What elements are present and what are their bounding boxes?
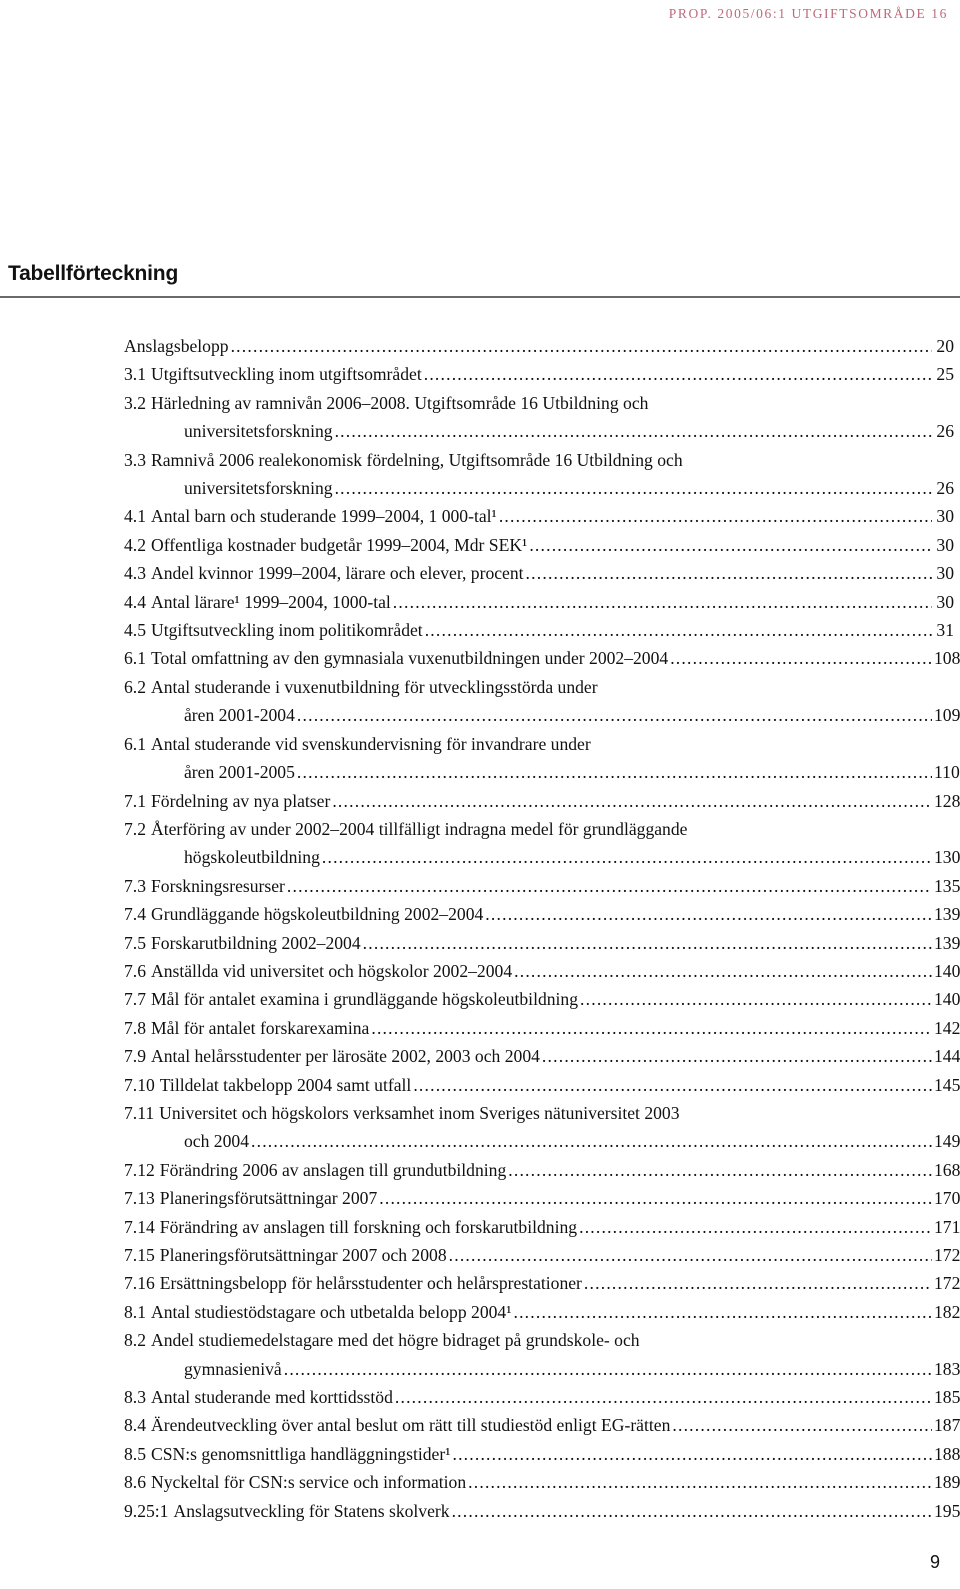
dot-leader — [670, 644, 932, 672]
toc-entry-title: och 2004 — [184, 1131, 249, 1152]
toc-entry-title: Ramnivå 2006 realekonomisk fördelning, Utgiftsområde 16 Utbildning och — [151, 449, 683, 470]
toc-entry-page: 108 — [934, 648, 960, 669]
toc-entry[interactable] — [124, 644, 960, 672]
dot-leader — [363, 929, 932, 957]
toc-entry-title: Ersättningsbelopp för helårsstudenter och helårsprestationer — [159, 1273, 582, 1294]
toc-entry-title: Forskarutbildning 2002–2004 — [151, 932, 361, 953]
toc-entry-line — [124, 1184, 960, 1212]
toc-entry[interactable] — [124, 446, 954, 503]
toc-entry-number: 8.2 — [124, 1330, 146, 1351]
toc-entry[interactable] — [124, 730, 960, 787]
toc-entry-page: 187 — [934, 1415, 960, 1436]
toc-entry-title: Anställda vid universitet och högskolor 2002–2004 — [151, 960, 513, 981]
toc-entry-line — [124, 985, 960, 1013]
toc-entry-title: Grundläggande högskoleutbildning 2002–2004 — [151, 904, 484, 925]
toc-entry-line — [124, 730, 954, 758]
toc-entry-line — [124, 1497, 960, 1525]
toc-entry-number: 4.2 — [124, 534, 146, 555]
toc-entry-page: 183 — [934, 1358, 960, 1379]
dot-leader — [529, 531, 932, 559]
toc-entry-page: 182 — [934, 1301, 960, 1322]
toc-entry-page: 30 — [936, 563, 954, 584]
toc-entry-title: Anslagsutveckling för Statens skolverk — [173, 1500, 450, 1521]
toc-entry[interactable] — [124, 673, 960, 730]
dot-leader — [393, 588, 932, 616]
toc-entry-number: 4.3 — [124, 563, 146, 584]
dot-leader — [287, 872, 932, 900]
toc-entry-line — [124, 588, 954, 616]
dot-leader — [499, 502, 932, 530]
toc-entry-number: 4.1 — [124, 506, 146, 527]
toc-entry-title: Andel studiemedelstagare med det högre bidraget på grundskole- och — [151, 1330, 640, 1351]
dot-leader — [452, 1440, 932, 1468]
toc-entry-title: Anslagsbelopp — [124, 336, 229, 356]
toc-entry-title: Offentliga kostnader budgetår 1999–2004, Mdr SEK¹ — [151, 534, 528, 555]
title-divider — [0, 296, 960, 298]
toc-entry-title: Utgiftsutveckling inom politikområdet — [151, 620, 423, 641]
toc-entry-title: Antal barn och studerande 1999–2004, 1 000-tal¹ — [151, 506, 497, 527]
dot-leader — [424, 360, 932, 388]
toc-entry-line — [124, 843, 960, 871]
toc-entry[interactable] — [124, 1184, 960, 1212]
toc-entry[interactable] — [124, 332, 954, 360]
toc-entry-line — [124, 1298, 960, 1326]
toc-entry-number: 6.2 — [124, 676, 146, 697]
toc-entry-line — [124, 1411, 960, 1439]
toc-entry-title: Antal studerande vid svenskundervisning för invandrare under — [151, 733, 591, 754]
toc-entry-page: 172 — [934, 1273, 960, 1294]
toc-entry-line — [124, 1042, 960, 1070]
toc-entry-line — [124, 360, 954, 388]
toc-entry-number: 3.3 — [124, 449, 146, 470]
toc-entry-number: 8.3 — [124, 1387, 146, 1408]
toc-entry-number: 8.6 — [124, 1472, 146, 1493]
toc-entry-line — [124, 701, 960, 729]
toc-entry-page: 30 — [936, 534, 954, 555]
dot-leader — [395, 1383, 932, 1411]
toc-entry[interactable] — [124, 1411, 960, 1439]
toc-entry-number: 6.1 — [124, 733, 146, 754]
toc-entry-line — [124, 957, 960, 985]
toc-entry-number: 7.8 — [124, 1017, 146, 1038]
toc-entry-number: 7.16 — [124, 1273, 155, 1294]
toc-entry-title: CSN:s genomsnittliga handläggningstider¹ — [151, 1443, 451, 1464]
toc-entry[interactable] — [124, 559, 954, 587]
toc-entry-line — [124, 673, 954, 701]
toc-entry-page: 30 — [936, 591, 954, 612]
toc-entry-line — [124, 644, 960, 672]
toc-entry[interactable] — [124, 985, 960, 1013]
toc-entry-line — [124, 787, 960, 815]
toc-entry-page: 128 — [934, 790, 960, 811]
running-header: PROP. 2005/06:1 UTGIFTSOMRÅDE 16 — [668, 6, 948, 21]
toc-entry-number: 7.13 — [124, 1188, 155, 1209]
toc-entry-title: Universitet och högskolors verksamhet inom Sveriges nätuniversitet 2003 — [159, 1102, 680, 1123]
toc-entry-line — [124, 1326, 954, 1354]
toc-entry-line — [124, 616, 954, 644]
toc-entry-number: 7.10 — [124, 1074, 155, 1095]
toc-entry-line — [124, 531, 954, 559]
toc-entry-page: 140 — [934, 960, 960, 981]
dot-leader — [297, 701, 932, 729]
toc-entry[interactable] — [124, 1213, 960, 1241]
toc-entry-number: 7.14 — [124, 1216, 155, 1237]
toc-entry-number: 7.12 — [124, 1159, 155, 1180]
toc-entry-number: 7.11 — [124, 1102, 155, 1123]
toc-entry-page: 195 — [934, 1500, 960, 1521]
toc-entry[interactable] — [124, 1383, 960, 1411]
toc-entry-number: 7.7 — [124, 989, 146, 1010]
toc-entry-title: Nyckeltal för CSN:s service och information — [151, 1472, 467, 1493]
toc-entry-line — [124, 1014, 960, 1042]
toc-entry-title: Mål för antalet examina i grundläggande högskoleutbildning — [151, 989, 579, 1010]
toc-entry-number: 7.5 — [124, 932, 146, 953]
toc-entry-line — [124, 929, 960, 957]
toc-entry[interactable] — [124, 1042, 960, 1070]
toc-entry-page: 189 — [934, 1472, 960, 1493]
toc-entry-number: 7.6 — [124, 960, 146, 981]
toc-entry-page: 135 — [934, 875, 960, 896]
dot-leader — [508, 1156, 932, 1184]
toc-entry-title: Ärendeutveckling över antal beslut om rätt till studiestöd enligt EG-rätten — [151, 1415, 671, 1436]
toc-entry-number: 3.1 — [124, 364, 146, 385]
page-number: 9 — [929, 1552, 940, 1572]
toc-entry-line — [124, 417, 954, 445]
toc-entry-title: Förändring av anslagen till forskning och forskarutbildning — [159, 1216, 578, 1237]
toc-entry-line — [124, 1127, 960, 1155]
toc-entry-page: 144 — [934, 1046, 960, 1067]
toc-entry-line — [124, 1156, 960, 1184]
toc-entry[interactable] — [124, 1156, 960, 1184]
toc-entry-title: Tilldelat takbelopp 2004 samt utfall — [159, 1074, 412, 1095]
toc-entry-line — [124, 1440, 960, 1468]
dot-leader — [322, 843, 932, 871]
toc-entry-page: 31 — [936, 620, 954, 641]
toc-entry-line — [124, 389, 954, 417]
toc-entry-title: Antal studerande i vuxenutbildning för utvecklingsstörda under — [151, 676, 598, 697]
toc-entry-line — [124, 446, 954, 474]
dot-leader — [449, 1241, 932, 1269]
toc-entry-title: Antal studerande med korttidsstöd — [151, 1387, 393, 1408]
toc-entry-title: åren 2001-2005 — [184, 762, 295, 783]
toc-entry-number: 7.1 — [124, 790, 146, 811]
dot-leader — [485, 900, 932, 928]
toc-entry-page: 139 — [934, 932, 960, 953]
toc-entry-number: 8.5 — [124, 1443, 146, 1464]
toc-entry-number: 3.2 — [124, 392, 146, 413]
dot-leader — [513, 1298, 932, 1326]
toc-entry-line — [124, 1213, 960, 1241]
toc-entry-title: Antal lärare¹ 1999–2004, 1000-tal — [151, 591, 391, 612]
toc-entry[interactable] — [124, 360, 954, 388]
toc-entry-page: 20 — [936, 336, 954, 356]
toc-entry-line — [124, 900, 960, 928]
toc-entry-title: Mål för antalet forskarexamina — [151, 1017, 370, 1038]
dot-leader — [332, 787, 932, 815]
dot-leader — [297, 758, 932, 786]
toc-entry[interactable] — [124, 1071, 960, 1099]
toc-entry[interactable] — [124, 616, 954, 644]
toc-entry-number: 7.9 — [124, 1046, 146, 1067]
toc-entry[interactable] — [124, 787, 960, 815]
toc-entry-title: Återföring av under 2002–2004 tillfälligt indragna medel för grundläggande — [151, 818, 688, 839]
dot-leader — [514, 957, 932, 985]
toc-entry-page: 130 — [934, 847, 960, 868]
toc-entry-line — [124, 872, 960, 900]
dot-leader — [580, 985, 932, 1013]
dot-leader — [542, 1042, 932, 1070]
dot-leader — [584, 1269, 932, 1297]
toc-entry-title: Antal helårsstudenter per lärosäte 2002, 2003 och 2004 — [151, 1046, 540, 1067]
toc-entry-line — [124, 559, 954, 587]
toc-entry[interactable] — [124, 1326, 960, 1383]
toc-entry[interactable] — [124, 957, 960, 985]
toc-entry[interactable] — [124, 389, 954, 446]
toc-entry[interactable] — [124, 815, 960, 872]
toc-entry[interactable] — [124, 502, 954, 530]
toc-entry-title: universitetsforskning — [184, 478, 333, 499]
dot-leader — [231, 332, 932, 360]
toc-entry-page: 149 — [934, 1131, 960, 1152]
dot-leader — [335, 474, 932, 502]
dot-leader — [379, 1184, 932, 1212]
dot-leader — [425, 616, 932, 644]
toc-entry-page: 168 — [934, 1159, 960, 1180]
toc-entry-page: 188 — [934, 1443, 960, 1464]
toc-entry-title: Antal studiestödstagare och utbetalda belopp 2004¹ — [151, 1301, 512, 1322]
dot-leader — [335, 417, 932, 445]
toc-entry-line — [124, 1241, 960, 1269]
toc-entry-line — [124, 1383, 960, 1411]
toc-entry-number: 7.2 — [124, 818, 146, 839]
dot-leader — [579, 1213, 932, 1241]
dot-leader — [526, 559, 932, 587]
toc-entry[interactable] — [124, 1497, 960, 1525]
toc-entry-number: 7.4 — [124, 904, 146, 925]
toc-entry-title: högskoleutbildning — [184, 847, 320, 868]
toc-entry-page: 142 — [934, 1017, 960, 1038]
toc-entry[interactable] — [124, 588, 954, 616]
toc-entry[interactable] — [124, 1099, 960, 1156]
toc-entry-page: 30 — [936, 506, 954, 527]
toc-entry-page: 171 — [934, 1216, 960, 1237]
table-of-contents — [124, 332, 960, 1525]
dot-leader — [413, 1071, 932, 1099]
toc-entry[interactable] — [124, 1440, 960, 1468]
toc-entry-number: 8.1 — [124, 1301, 146, 1322]
toc-entry-title: åren 2001-2004 — [184, 705, 295, 726]
toc-entry-line — [124, 758, 960, 786]
toc-entry[interactable] — [124, 900, 960, 928]
toc-entry-number: 8.4 — [124, 1415, 146, 1436]
toc-entry[interactable] — [124, 1269, 960, 1297]
toc-entry-title: Andel kvinnor 1999–2004, lärare och elever, procent — [151, 563, 524, 584]
toc-entry-number: 6.1 — [124, 648, 146, 669]
dot-leader — [371, 1014, 932, 1042]
toc-entry-page: 170 — [934, 1188, 960, 1209]
toc-entry[interactable] — [124, 1298, 960, 1326]
toc-entry-title: Planeringsförutsättningar 2007 — [159, 1188, 378, 1209]
dot-leader — [468, 1468, 932, 1496]
toc-entry-title: Förändring 2006 av anslagen till grundutbildning — [159, 1159, 507, 1180]
toc-entry-line — [124, 332, 954, 360]
section-title: Tabellförteckning — [8, 262, 179, 285]
toc-entry-title: Planeringsförutsättningar 2007 och 2008 — [159, 1245, 447, 1265]
toc-entry[interactable] — [124, 872, 960, 900]
toc-entry-page: 109 — [934, 705, 960, 726]
toc-entry-line — [124, 1071, 960, 1099]
dot-leader — [452, 1497, 932, 1525]
toc-entry-number: 4.5 — [124, 620, 146, 641]
toc-entry[interactable] — [124, 1468, 960, 1496]
toc-entry-number: 7.15 — [124, 1245, 155, 1265]
toc-entry-page: 145 — [934, 1074, 960, 1095]
dot-leader — [251, 1127, 932, 1155]
dot-leader — [672, 1411, 932, 1439]
toc-entry-page: 110 — [934, 762, 960, 783]
toc-entry-page: 25 — [936, 364, 954, 385]
toc-entry[interactable] — [124, 1241, 960, 1269]
toc-entry-page: 172 — [934, 1245, 960, 1265]
toc-entry-number: 9.25:1 — [124, 1500, 169, 1521]
toc-entry-title: Utgiftsutveckling inom utgiftsområdet — [151, 364, 422, 385]
toc-entry-page: 26 — [936, 421, 954, 442]
toc-entry-title: Härledning av ramnivån 2006–2008. Utgiftsområde 16 Utbildning och — [151, 392, 649, 413]
toc-entry-line — [124, 1099, 954, 1127]
toc-entry-page: 139 — [934, 904, 960, 925]
toc-entry-line — [124, 474, 954, 502]
toc-entry-number: 4.4 — [124, 591, 146, 612]
toc-entry-title: gymnasienivå — [184, 1358, 282, 1379]
toc-entry-line — [124, 502, 954, 530]
toc-entry-number: 7.3 — [124, 875, 146, 896]
toc-entry-page: 140 — [934, 989, 960, 1010]
toc-entry-page: 26 — [936, 478, 954, 499]
toc-entry-title: Total omfattning av den gymnasiala vuxenutbildningen under 2002–2004 — [151, 648, 669, 669]
toc-entry-title: Fördelning av nya platser — [151, 790, 331, 811]
toc-entry-title: universitetsforskning — [184, 421, 333, 442]
toc-entry-line — [124, 1355, 960, 1383]
toc-entry[interactable] — [124, 1014, 960, 1042]
toc-entry[interactable] — [124, 929, 960, 957]
toc-entry-line — [124, 815, 954, 843]
toc-entry-title: Forskningsresurser — [151, 875, 285, 896]
dot-leader — [284, 1355, 932, 1383]
toc-entry[interactable] — [124, 531, 954, 559]
toc-entry-line — [124, 1468, 960, 1496]
toc-entry-page: 185 — [934, 1387, 960, 1408]
toc-entry-line — [124, 1269, 960, 1297]
